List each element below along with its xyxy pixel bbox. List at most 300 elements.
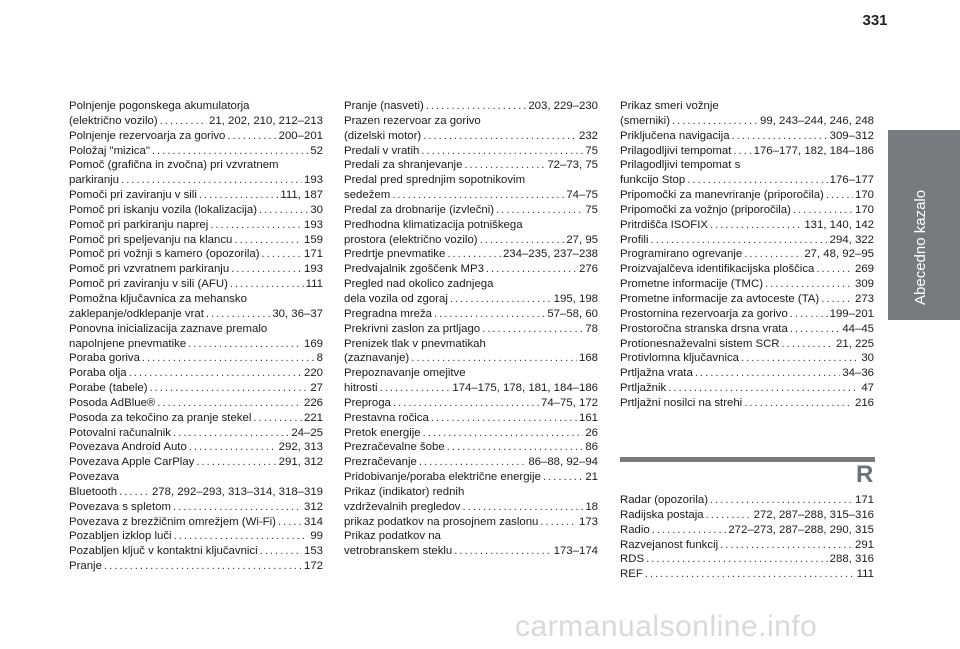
index-entry xyxy=(620,307,874,322)
dot-leader xyxy=(733,144,751,159)
index-entry-pages: 171 xyxy=(854,494,874,506)
index-entry-term: Prostornina rezervoarja za gorivo xyxy=(620,307,788,320)
index-entry-pages: 72–73, 75 xyxy=(547,159,598,172)
index-entry-term: (zaznavanje) xyxy=(344,352,410,365)
dot-leader xyxy=(421,144,583,159)
index-entry xyxy=(69,381,323,396)
index-entry xyxy=(69,411,323,426)
index-entry xyxy=(620,366,874,381)
index-entry-pages: 153 xyxy=(303,545,323,558)
index-entry-pages: 24–25 xyxy=(291,426,323,439)
index-entry xyxy=(620,188,874,203)
index-entry-term: Pridobivanje/poraba električne energije xyxy=(344,471,541,484)
index-entry-term: Protivlomna ključavnica xyxy=(620,352,740,365)
index-entry-term: Predrtje pnevmatike xyxy=(344,248,446,261)
index-entry-term: (dizelski motor) xyxy=(344,129,422,142)
index-entry xyxy=(69,485,323,500)
index-entry-pages: 174–175, 178, 181, 184–186 xyxy=(452,382,598,395)
index-entry-line: Ponovna inicializacija zaznave premalo xyxy=(69,322,268,335)
index-entry xyxy=(620,203,874,218)
index-entry-term: Prometne informacije za avtoceste (TA) xyxy=(620,292,820,305)
index-entry xyxy=(344,188,598,203)
index-entry-term: prikaz podatkov na prosojnem zaslonu xyxy=(344,515,539,528)
dot-leader xyxy=(174,529,309,544)
dot-leader xyxy=(234,233,302,248)
dot-leader xyxy=(173,426,289,441)
index-entry-line: Prikaz (indikator) rednih xyxy=(344,485,465,498)
index-entry-term: Pomoč pri zaviranju v sili (AFU) xyxy=(69,278,228,291)
dot-leader xyxy=(419,455,527,470)
index-entry-pages: 18 xyxy=(585,500,598,513)
index-entry xyxy=(344,129,598,144)
watermark: carmanualsonline.info xyxy=(515,610,818,643)
index-entry-pages: 226 xyxy=(303,396,323,409)
index-entry-pages: 173–174 xyxy=(553,545,598,558)
index-entry xyxy=(344,158,598,173)
index-entry-pages: 221 xyxy=(303,411,323,424)
index-entry-term: Pozabljen izklop luči xyxy=(69,530,172,543)
index-entry-term: Predali za shranjevanje xyxy=(344,159,463,172)
index-entry-term: dela vozila od zgoraj xyxy=(344,292,448,305)
index-entry-line: Prepoznavanje omejitve xyxy=(344,367,466,380)
dot-leader xyxy=(645,567,855,582)
dot-leader xyxy=(160,114,207,129)
index-entry-term: Prostoročna stranska drsna vrata xyxy=(620,322,788,335)
index-entry-pages: 272, 287–288, 315–316 xyxy=(753,508,874,521)
index-entry-term: Pripomočki za vožnjo (priporočila) xyxy=(620,203,791,216)
index-entry-pages: 291 xyxy=(854,538,874,551)
index-entry-term: Porabe (tabele) xyxy=(69,382,148,395)
index-entry-pages: 99 xyxy=(310,530,323,543)
index-entry-term: Predali v vratih xyxy=(344,144,420,157)
index-entry-term: Pranje xyxy=(69,560,102,573)
dot-leader xyxy=(253,411,302,426)
index-entry xyxy=(620,337,874,352)
index-entry xyxy=(620,144,874,159)
index-entry-pages: 176–177, 182, 184–186 xyxy=(753,144,874,157)
index-entry-pages: 314 xyxy=(303,515,323,528)
dot-leader xyxy=(668,381,859,396)
index-entry-term: Pomoč pri speljevanju na klancu xyxy=(69,233,233,246)
dot-leader xyxy=(121,173,302,188)
index-entry xyxy=(344,99,598,114)
index-entry-term: RDS xyxy=(620,553,645,566)
dot-leader xyxy=(744,247,802,262)
index-entry-term: Povezava s spletom xyxy=(69,500,171,513)
index-entry-term: Pomoč pri parkiranju naprej xyxy=(69,218,209,231)
index-entry-term: Prtljažna vrata xyxy=(620,367,693,380)
index-entry-pages: 44–45 xyxy=(842,322,874,335)
index-entry xyxy=(344,144,598,159)
index-entry-term: Prtljažnik xyxy=(620,382,667,395)
index-entry-term: Pozabljen ključ v kontaktni ključavnici xyxy=(69,545,258,558)
index-entry-term: vzdrževalnih pregledov xyxy=(344,500,461,513)
index-entry xyxy=(620,493,874,508)
index-entry-pages: 272–273, 287–288, 290, 315 xyxy=(728,523,874,536)
index-entry xyxy=(344,515,598,530)
dot-leader xyxy=(480,233,565,248)
index-entry-pages: 57–58, 60 xyxy=(547,307,598,320)
dot-leader xyxy=(652,523,727,538)
index-entry-pages: 232 xyxy=(578,129,598,142)
index-entry xyxy=(620,114,874,129)
index-entry-pages: 199–201 xyxy=(829,307,874,320)
index-entry-term: Položaj "mizica" xyxy=(69,144,150,157)
index-entry xyxy=(344,322,598,337)
dot-leader xyxy=(380,381,451,396)
dot-leader xyxy=(790,307,828,322)
index-entry xyxy=(69,144,323,159)
index-entry-line: Pregled nad okolico zadnjega xyxy=(344,278,494,291)
index-entry-pages: 34–36 xyxy=(842,367,874,380)
index-entry-line: Povezava xyxy=(69,471,120,484)
index-entry-pages: 170 xyxy=(854,203,874,216)
index-entry-pages: 288, 316 xyxy=(829,553,874,566)
dot-leader xyxy=(793,203,853,218)
index-entry xyxy=(69,529,323,544)
index-entry-term: Bluetooth xyxy=(69,485,118,498)
index-entry xyxy=(620,381,874,396)
dot-leader xyxy=(447,440,584,455)
index-entry-pages: 176–177 xyxy=(829,174,874,187)
index-entry-term: prostora (električno vozilo) xyxy=(344,233,478,246)
index-entry-pages: 278, 292–293, 313–314, 318–319 xyxy=(151,485,323,498)
index-entry-pages: 30 xyxy=(310,203,323,216)
index-entry xyxy=(620,247,874,262)
dot-leader xyxy=(230,277,304,292)
dot-leader xyxy=(260,544,302,559)
section-letter: R xyxy=(856,461,874,488)
index-entry-pages: 111 xyxy=(305,278,323,291)
index-entry-pages: 273 xyxy=(854,292,874,305)
index-entry-pages: 195, 198 xyxy=(553,292,598,305)
index-entry-line: Polnjenje pogonskega akumulatorja xyxy=(69,100,250,112)
index-column-2 xyxy=(344,99,598,559)
index-entry-term: Prtljažni nosilci na strehi xyxy=(620,396,743,409)
index-entry-term: Protionesnaževalni sistem SCR xyxy=(620,337,780,350)
section-divider xyxy=(620,457,875,462)
dot-leader xyxy=(119,485,150,500)
dot-leader xyxy=(790,322,841,337)
index-entry-term: Povezava z brezžičnim omrežjem (Wi-Fi) xyxy=(69,515,276,528)
dot-leader xyxy=(447,247,501,262)
index-entry xyxy=(620,218,874,233)
index-entry xyxy=(69,247,323,262)
dot-leader xyxy=(199,188,278,203)
index-entry-pages: 86–88, 92–94 xyxy=(528,456,598,469)
index-entry xyxy=(620,508,874,523)
index-entry-term: Pomoč pri vožnji s kamero (opozorila) xyxy=(69,248,260,261)
dot-leader xyxy=(196,455,276,470)
index-entry-pages: 8 xyxy=(316,352,323,365)
index-entry xyxy=(69,188,323,203)
dot-leader xyxy=(173,500,302,515)
index-entry-pages: 26 xyxy=(585,426,598,439)
index-entry xyxy=(69,366,323,381)
dot-leader xyxy=(152,144,308,159)
index-entry-term: Prekrivni zaslon za prtljago xyxy=(344,322,481,335)
index-entry xyxy=(344,411,598,426)
dot-leader xyxy=(826,188,853,203)
index-entry xyxy=(620,173,874,188)
index-entry-term: Polnjenje rezervoarja za gorivo xyxy=(69,129,226,142)
index-entry xyxy=(344,292,598,307)
index-entry xyxy=(620,552,874,567)
index-entry-pages: 216 xyxy=(854,396,874,409)
index-entry-pages: 291, 312 xyxy=(278,456,323,469)
index-entry-line: Prilagodljivi tempomat s xyxy=(620,159,741,172)
index-entry-term: REF xyxy=(620,568,643,581)
index-entry xyxy=(620,567,874,582)
index-entry-term: Pranje (nasveti) xyxy=(344,100,424,112)
index-entry xyxy=(344,262,598,277)
dot-leader xyxy=(463,500,584,515)
dot-leader xyxy=(393,396,539,411)
dot-leader xyxy=(104,559,302,574)
index-entry xyxy=(620,129,874,144)
dot-leader xyxy=(262,247,302,262)
dot-leader xyxy=(741,351,859,366)
index-entry-term: Pomoč pri vzvratnem parkiranju xyxy=(69,263,230,276)
index-entry xyxy=(620,523,874,538)
index-entry-line: Prenizek tlak v pnevmatikah xyxy=(344,337,486,350)
index-entry-term: parkiranju xyxy=(69,174,120,187)
index-entry xyxy=(344,455,598,470)
index-entry xyxy=(69,173,323,188)
dot-leader xyxy=(695,366,841,381)
dot-leader xyxy=(426,99,527,114)
index-entry xyxy=(69,114,323,129)
index-entry-pages: 27 xyxy=(310,382,323,395)
dot-leader xyxy=(157,396,302,411)
dot-leader xyxy=(464,158,545,173)
index-entry xyxy=(344,426,598,441)
index-entry-pages: 193 xyxy=(303,263,323,276)
index-entry xyxy=(344,381,598,396)
index-entry-term: Proizvajalčeva identifikacijska ploščica xyxy=(620,263,815,276)
index-entry-pages: 30 xyxy=(861,352,874,365)
index-entry-pages: 269 xyxy=(854,263,874,276)
index-entry-pages: 21, 202, 210, 212–213 xyxy=(208,114,323,127)
index-entry-term: sedežem xyxy=(344,189,391,202)
dot-leader xyxy=(765,277,853,292)
index-entry xyxy=(344,203,598,218)
index-entry-line: Pomoč (grafična in zvočna) pri vzvratnem xyxy=(69,159,279,172)
index-entry xyxy=(620,322,874,337)
index-entry-pages: 309 xyxy=(854,278,874,291)
dot-leader xyxy=(672,114,758,129)
index-entry-pages: 21 xyxy=(585,471,598,484)
dot-leader xyxy=(482,322,583,337)
index-entry xyxy=(69,262,323,277)
dot-leader xyxy=(210,218,302,233)
index-entry xyxy=(344,470,598,485)
index-entry-term: Povezava Android Auto xyxy=(69,441,187,454)
dot-leader xyxy=(496,203,583,218)
dot-leader xyxy=(259,203,308,218)
index-entry-term: Pritrdišča ISOFIX xyxy=(620,218,708,231)
index-entry-pages: 111 xyxy=(856,568,874,581)
index-entry-term: Pregradna mreža xyxy=(344,307,433,320)
index-entry xyxy=(344,440,598,455)
dot-leader xyxy=(744,396,853,411)
index-entry xyxy=(344,247,598,262)
index-entry-pages: 21, 225 xyxy=(835,337,874,350)
dot-leader xyxy=(206,307,270,322)
index-entry-pages: 47 xyxy=(861,382,874,395)
index-entry-pages: 309–312 xyxy=(829,129,874,142)
index-entry-pages: 200–201 xyxy=(278,129,323,142)
dot-leader xyxy=(782,337,834,352)
index-entry xyxy=(69,233,323,248)
index-entry-pages: 173 xyxy=(578,515,598,528)
index-entry xyxy=(344,396,598,411)
index-entry-term: Prezračevalne šobe xyxy=(344,441,445,454)
dot-leader xyxy=(646,552,828,567)
index-entry-pages: 74–75 xyxy=(566,189,598,202)
index-entry-term: napolnjene pnevmatike xyxy=(69,337,187,350)
index-entry-pages: 292, 313 xyxy=(278,441,323,454)
dot-leader xyxy=(710,493,853,508)
index-entry-pages: 52 xyxy=(310,144,323,157)
dot-leader xyxy=(150,381,309,396)
dot-leader xyxy=(732,129,828,144)
index-entry-pages: 75 xyxy=(585,203,598,216)
index-entry-term: Preproga xyxy=(344,396,391,409)
index-entry-term: funkcijo Stop xyxy=(620,174,686,187)
index-entry-term: Pomoči pri zaviranju v sili xyxy=(69,189,197,202)
index-entry-pages: 234–235, 237–238 xyxy=(502,248,598,261)
index-entry-pages: 111, 187 xyxy=(280,189,323,202)
index-entry-line: Predal pred sprednjim sopotnikovim xyxy=(344,174,526,187)
index-entry xyxy=(620,351,874,366)
dot-leader xyxy=(687,173,827,188)
index-entry xyxy=(69,426,323,441)
index-entry xyxy=(69,559,323,574)
dot-leader xyxy=(710,218,802,233)
index-entry-term: Profili xyxy=(620,233,649,246)
dot-leader xyxy=(720,538,853,553)
index-entry-pages: 312 xyxy=(303,500,323,513)
index-entry-pages: 193 xyxy=(303,218,323,231)
index-entry-pages: 193 xyxy=(303,174,323,187)
index-entry xyxy=(344,233,598,248)
dot-leader xyxy=(821,292,853,307)
index-entry-pages: 276 xyxy=(578,263,598,276)
dot-leader xyxy=(486,262,577,277)
index-entry xyxy=(69,307,323,322)
dot-leader xyxy=(189,440,277,455)
dot-leader xyxy=(231,262,302,277)
index-entry xyxy=(69,218,323,233)
index-entry xyxy=(69,544,323,559)
index-entry-term: Prezračevanje xyxy=(344,456,417,469)
index-entry-pages: 86 xyxy=(585,441,598,454)
index-entry-term: Poraba goriva xyxy=(69,352,140,365)
index-entry-line: Prikaz smeri vožnje xyxy=(620,100,719,112)
index-entry-term: Radar (opozorila) xyxy=(620,494,708,506)
index-entry xyxy=(69,500,323,515)
index-entry-term: Prilagodljivi tempomat xyxy=(620,144,732,157)
index-entry-pages: 172 xyxy=(303,560,323,573)
index-entry-pages: 30, 36–37 xyxy=(272,307,323,320)
index-entry xyxy=(344,500,598,515)
index-entry-pages: 170 xyxy=(854,189,874,202)
dot-leader xyxy=(129,366,302,381)
index-entry-term: Pretok energije xyxy=(344,426,421,439)
index-entry-term: Poraba olja xyxy=(69,367,127,380)
dot-leader xyxy=(543,470,583,485)
index-entry-pages: 294, 322 xyxy=(829,233,874,246)
dot-leader xyxy=(142,351,315,366)
index-entry xyxy=(69,440,323,455)
index-entry-term: Pripomočki za manevriranje (priporočila) xyxy=(620,189,824,202)
dot-leader xyxy=(431,411,577,426)
index-entry-pages: 78 xyxy=(585,322,598,335)
dot-leader xyxy=(392,188,564,203)
dot-leader xyxy=(454,544,551,559)
dot-leader xyxy=(423,129,577,144)
index-entry-line: Predhodna klimatizacija potniškega xyxy=(344,218,523,231)
index-entry xyxy=(69,351,323,366)
index-entry-term: Povezava Apple CarPlay xyxy=(69,456,195,469)
index-entry-pages: 171 xyxy=(303,248,323,261)
index-entry-term: Razvejanost funkcij xyxy=(620,538,719,551)
index-entry xyxy=(620,262,874,277)
dot-leader xyxy=(423,426,584,441)
index-entry xyxy=(344,307,598,322)
dot-leader xyxy=(706,508,752,523)
dot-leader xyxy=(434,307,545,322)
index-entry-term: Posoda za tekočino za pranje stekel xyxy=(69,411,252,424)
index-entry-pages: 75 xyxy=(585,144,598,157)
index-entry-term: zaklepanje/odklepanje vrat xyxy=(69,307,204,320)
index-entry-line: Prikaz podatkov na xyxy=(344,530,441,543)
index-entry-pages: 220 xyxy=(303,367,323,380)
index-entry-term: Pomoč pri iskanju vozila (lokalizacija) xyxy=(69,203,258,216)
dot-leader xyxy=(540,515,577,530)
dot-leader xyxy=(227,129,276,144)
page-number: 331 xyxy=(862,12,888,29)
index-entry-term: (smerniki) xyxy=(620,114,670,127)
index-entry-term: Predvajalnik zgoščenk MP3 xyxy=(344,263,484,276)
index-entry-pages: 203, 229–230 xyxy=(528,100,598,112)
index-entry-pages: 168 xyxy=(578,352,598,365)
index-entry-line: Pomožna ključavnica za mehansko xyxy=(69,292,247,305)
index-entry xyxy=(344,351,598,366)
dot-leader xyxy=(188,337,302,352)
index-entry xyxy=(69,515,323,530)
index-entry xyxy=(69,129,323,144)
index-entry xyxy=(620,538,874,553)
dot-leader xyxy=(411,351,577,366)
index-entry-term: hitrosti xyxy=(344,382,378,395)
index-entry xyxy=(620,233,874,248)
index-entry xyxy=(620,396,874,411)
index-entry-term: Radijska postaja xyxy=(620,508,704,521)
index-entry-line: Prazen rezervoar za gorivo xyxy=(344,114,481,127)
index-entry-term: Prometne informacije (TMC) xyxy=(620,278,764,291)
index-entry-term: Radio xyxy=(620,523,650,536)
index-entry xyxy=(344,544,598,559)
dot-leader xyxy=(816,262,853,277)
index-entry xyxy=(69,396,323,411)
index-entry xyxy=(69,203,323,218)
index-entry-term: Programirano ogrevanje xyxy=(620,248,743,261)
index-entry-pages: 99, 243–244, 246, 248 xyxy=(759,114,874,127)
index-entry xyxy=(620,292,874,307)
index-entry-term: Posoda AdBlue® xyxy=(69,396,156,409)
